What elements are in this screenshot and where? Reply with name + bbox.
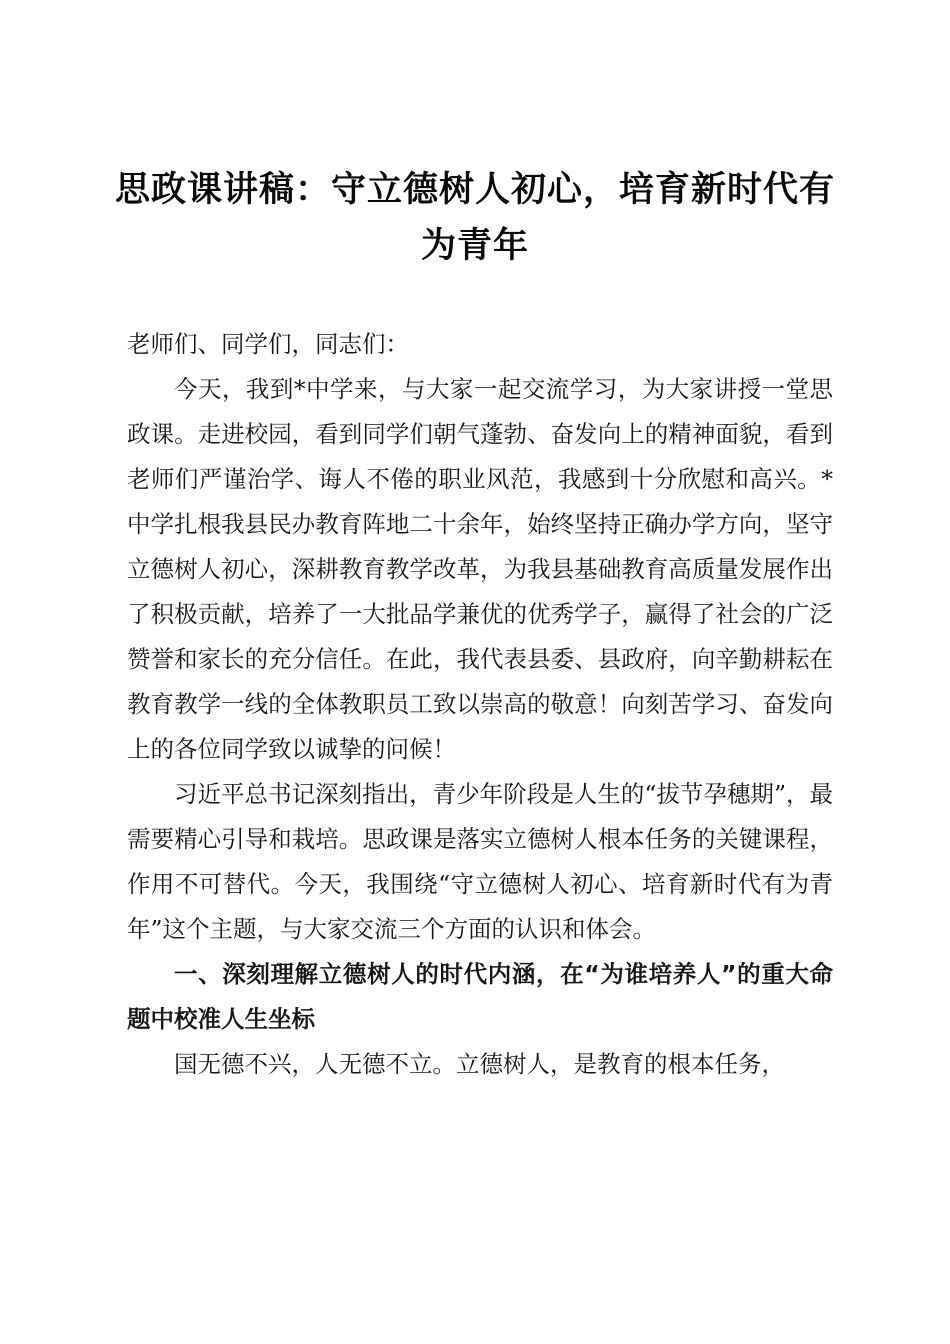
document-title: 思政课讲稿：守立德树人初心，培育新时代有为青年 (114, 169, 835, 266)
document-body (127, 322, 833, 1087)
paragraph-section-1: 国无德不兴，人无德不立。立德树人，是教育的根本任务， (174, 1050, 785, 1078)
salutation: 老师们、同学们，同志们： (127, 330, 409, 358)
paragraph-opening: 今天，我到*中学来，与大家一起交流学习，为大家讲授一堂思政课。走进校园，看到同学们朝气蓬勃、奋发向上的精神面貌，看到老师们严谨治学、诲人不倦的职业风范，我感到十分欣慰和高兴。*中学扎根我县民办教育阵地二十余年，始终坚持正确办学方向，坚守立德树人初心，深耕教育教学改革，为我县基础教育高质量发展作出了积极贡献，培养了一大批品学兼优的优秀学子，赢得了社会的广泛赞誉和家长的充分信任。在此，我代表县委、县政府，向辛勤耕耘在教育教学一线的全体教职员工致以崇高的敬意！向刻苦学习、奋发向上的各位同学致以诚挚的问候！ (127, 375, 833, 763)
section-heading-1: 一、深刻理解立德树人的时代内涵，在“为谁培养人”的重大命题中校准人生坐标 (127, 960, 833, 1033)
paragraph-theme: 习近平总书记深刻指出，青少年阶段是人生的“拔节孕穗期”，最需要精心引导和栽培。思政课是落实立德树人根本任务的关键课程，作用不可替代。今天，我围绕“守立德树人初心、培育新时代有为青年”这个主题，与大家交流三个方面的认识和体会。 (127, 780, 833, 943)
